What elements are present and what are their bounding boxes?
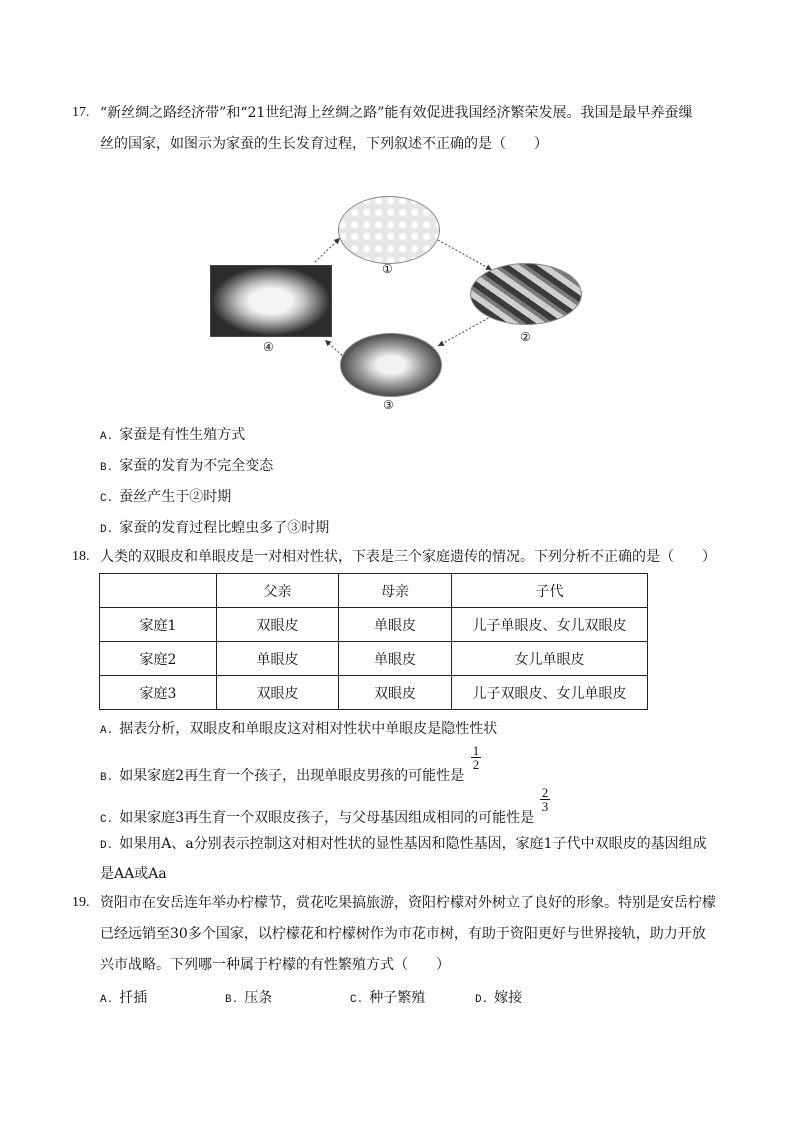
q17-stem-line1: “新丝绸之路经济带”和“21世纪海上丝绸之路”能有效促进我国经济繁荣发展。我国是最早养蚕缫 — [100, 105, 693, 121]
fraction-denominator: 3 — [541, 799, 549, 814]
option-letter: C. — [100, 814, 114, 826]
table-row — [100, 608, 648, 642]
option-text: 压条 — [244, 990, 273, 1006]
q19-stem-line2: 已经远销至30多个国家，以柠檬花和柠檬树作为市花市树，有助于资阳更好与世界接轨，助力开放 — [100, 926, 706, 942]
silkworm-life-cycle-diagram — [200, 190, 600, 420]
q19-option-c[interactable] — [350, 987, 425, 1007]
table-cell: 单眼皮 — [339, 608, 452, 642]
table-cell: 女儿单眼皮 — [452, 642, 648, 676]
option-letter: D. — [100, 524, 114, 536]
option-letter: C. — [100, 493, 114, 505]
option-letter: A. — [100, 725, 114, 737]
fraction-numerator: 1 — [472, 743, 480, 758]
inheritance-table — [99, 573, 648, 710]
arrow-larva-to-pupa — [438, 316, 492, 346]
table-cell: 双眼皮 — [217, 676, 339, 710]
option-text: 据表分析，双眼皮和单眼皮这对相对性状中单眼皮是隐性性状 — [119, 721, 498, 737]
arrow-adult-to-egg — [315, 238, 340, 262]
q19-number: 19. — [72, 895, 90, 910]
option-letter: C. — [350, 994, 364, 1006]
table-header-cell: 母亲 — [339, 574, 452, 608]
option-text: 嫁接 — [494, 990, 523, 1006]
option-letter: D. — [475, 994, 489, 1006]
fraction-denominator: 2 — [472, 757, 480, 772]
table-cell: 双眼皮 — [217, 608, 339, 642]
option-letter: B. — [100, 772, 114, 784]
option-text: 家蚕是有性生殖方式 — [119, 427, 246, 443]
q17-stem-line2: 丝的国家，如图示为家蚕的生长发育过程，下列叙述不正确的是（ ） — [100, 136, 548, 152]
table-cell: 家庭1 — [100, 608, 217, 642]
q17-option-c[interactable] — [100, 486, 231, 506]
pupa-stage-image — [340, 333, 442, 397]
option-text: 种子繁殖 — [369, 990, 426, 1006]
table-cell: 儿子单眼皮、女儿双眼皮 — [452, 608, 648, 642]
table-cell: 单眼皮 — [217, 642, 339, 676]
option-letter: A. — [100, 431, 114, 443]
q19-stem-line1: 资阳市在安岳连年举办柠檬节，赏花吃果搞旅游，资阳柠檬对外树立了良好的形象。特别是安岳柠檬 — [100, 895, 716, 911]
option-letter: B. — [225, 994, 239, 1006]
q18-number: 18. — [72, 549, 90, 564]
table-header-cell: 子代 — [452, 574, 648, 608]
option-text: 如果家庭3再生育一个双眼皮孩子，与父母基因组成相同的可能性是 — [119, 810, 535, 826]
q19-stem-line3: 兴市战略。下列哪一种属于柠檬的有性繁殖方式（ ） — [100, 957, 450, 973]
q19-option-d[interactable] — [475, 987, 522, 1007]
table-row — [100, 676, 648, 710]
table-cell: 双眼皮 — [339, 676, 452, 710]
q17-option-d[interactable] — [100, 517, 329, 537]
option-text: 蚕丝产生于②时期 — [119, 489, 232, 505]
q18-option-d[interactable] — [100, 833, 707, 853]
option-text: 如果家庭2再生育一个孩子，出现单眼皮男孩的可能性是 — [119, 768, 465, 784]
table-header-cell — [100, 574, 217, 608]
q19-option-a[interactable] — [100, 987, 147, 1007]
table-header-cell: 父亲 — [217, 574, 339, 608]
label-stage-4: ④ — [263, 340, 274, 354]
q18-option-c[interactable] — [100, 807, 534, 827]
q18-option-d-continued: 是AA或Aa — [100, 866, 167, 882]
table-cell: 家庭3 — [100, 676, 217, 710]
fraction-one-half — [471, 744, 481, 771]
table-row — [100, 642, 648, 676]
option-letter: B. — [100, 462, 114, 474]
egg-stage-image — [338, 196, 440, 264]
q17-number: 17. — [72, 105, 90, 120]
table-cell: 家庭2 — [100, 642, 217, 676]
option-text: 如果用A、a分别表示控制这对相对性状的显性基因和隐性基因，家庭1子代中双眼皮的基因组成 — [119, 836, 707, 852]
arrow-egg-to-larva — [438, 240, 492, 270]
q18-option-b[interactable] — [100, 765, 464, 785]
q17-option-b[interactable] — [100, 455, 273, 475]
option-letter: D. — [100, 840, 114, 852]
label-stage-2: ② — [520, 330, 531, 344]
table-header-row — [100, 574, 648, 608]
option-letter: A. — [100, 994, 114, 1006]
adult-moth-image — [210, 265, 332, 337]
label-stage-1: ① — [382, 262, 393, 276]
option-text: 家蚕的发育过程比蝗虫多了③时期 — [119, 520, 330, 536]
q18-option-a[interactable] — [100, 718, 497, 738]
q18-stem: 人类的双眼皮和单眼皮是一对相对性状，下表是三个家庭遗传的情况。下列分析不正确的是（ ） — [100, 549, 716, 565]
table-cell: 儿子双眼皮、女儿单眼皮 — [452, 676, 648, 710]
q19-option-b[interactable] — [225, 987, 272, 1007]
table-cell: 单眼皮 — [339, 642, 452, 676]
q17-option-a[interactable] — [100, 424, 245, 444]
option-text: 家蚕的发育为不完全变态 — [119, 458, 274, 474]
larva-stage-image — [470, 263, 582, 325]
fraction-two-thirds — [540, 786, 550, 813]
fraction-numerator: 2 — [541, 785, 549, 800]
label-stage-3: ③ — [383, 398, 394, 412]
option-text: 扦插 — [119, 990, 148, 1006]
